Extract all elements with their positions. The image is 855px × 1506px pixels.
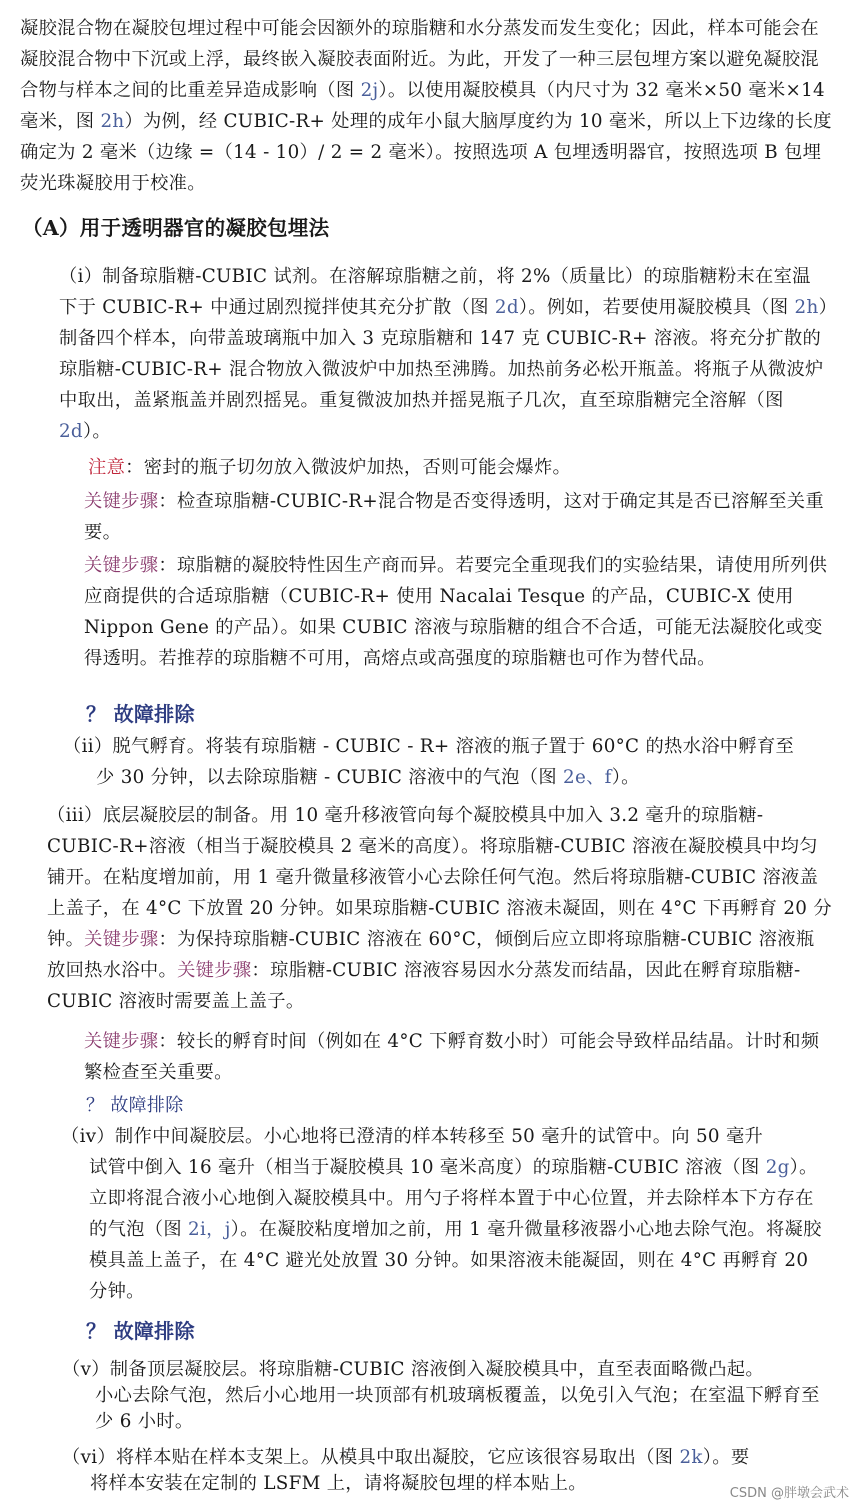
- step-text: （iv）制作中间凝胶层。小心地将已澄清的样本转移至 50 毫升的试管中。向 50 毫升: [61, 1126, 764, 1147]
- step-text: ）。立即将混合液小心地倒入凝胶模具中。用勺子将样本置于中心位置，并去除样本下方存在的气泡（图: [89, 1157, 818, 1240]
- step-text: ）。例如，若要使用凝胶模具（图: [518, 297, 795, 318]
- caution-note: [88, 452, 571, 483]
- figure-ref-2h[interactable]: 2h: [100, 111, 125, 132]
- critical-step-label: 关键步骤: [84, 929, 159, 950]
- step-v: [62, 1357, 832, 1435]
- caution-label: 注意: [88, 457, 126, 478]
- step-text: ）。: [611, 767, 640, 788]
- critical-step-note: [84, 1026, 829, 1088]
- step-text: （ii）脱气孵育。将装有琼脂糖 - CUBIC - R+ 溶液的瓶子置于 60°C 的热水浴中孵育至: [63, 736, 795, 757]
- step-continuation: [61, 1152, 831, 1307]
- step-continuation: [63, 762, 833, 793]
- step-text: ：琼脂糖-CUBIC 溶液容易因水分蒸发而结晶，因此在孵育琼脂糖-CUBIC 溶液时需要盖上盖子。: [47, 960, 801, 1012]
- figure-ref-2j[interactable]: 2j: [360, 80, 379, 101]
- step-iii: [47, 800, 832, 1017]
- intro-text: 凝胶混合物在凝胶包埋过程中可能会因额外的琼脂糖和水分蒸发而发生变化；因此，样本可能会在凝胶混合物中下沉或上浮，最终嵌入凝胶表面附近。为此，开发了一种三层包埋方案以避免凝胶混合物与样本之间的比重差异造成影响（图: [20, 18, 819, 101]
- figure-ref-2k[interactable]: 2k: [679, 1447, 703, 1468]
- caution-text: ：密封的瓶子切勿放入微波炉加热，否则可能会爆炸。: [125, 457, 572, 478]
- step-text: 少 30 分钟，以去除琼脂糖 - CUBIC 溶液中的气泡（图: [96, 767, 564, 788]
- step-i: [59, 261, 829, 447]
- figure-ref-2d[interactable]: 2d: [494, 297, 519, 318]
- step-iv: [61, 1121, 831, 1307]
- critical-step-label: 关键步骤: [177, 960, 252, 981]
- critical-step-note: [84, 550, 834, 674]
- step-text: （vi）将样本贴在样本支架上。从模具中取出凝胶，它应该很容易取出（图: [62, 1447, 680, 1468]
- step-continuation: 将样本安装在定制的 LSFM 上，请将凝胶包埋的样本贴上。: [90, 1473, 587, 1494]
- step-text: （i）制备琼脂糖-CUBIC 试剂。在溶解琼脂糖之前，将 2%（质量比）的琼脂糖粉末在室温下于 CUBIC-R+ 中通过剧烈搅拌使其充分扩散（图: [59, 266, 811, 318]
- step-ii: [63, 731, 833, 793]
- critical-step-note: [84, 486, 829, 548]
- troubleshooting-link[interactable]: ？ 故障排除: [86, 1319, 195, 1343]
- figure-ref-2ef[interactable]: 2e、f: [563, 767, 612, 788]
- step-continuation: 小心去除气泡，然后小心地用一块顶部有机玻璃板覆盖，以免引入气泡；在室温下孵育至少 6 小时。: [95, 1385, 820, 1432]
- troubleshooting-link[interactable]: ？ 故障排除: [86, 702, 195, 726]
- intro-paragraph: [20, 13, 835, 199]
- step-text: （iii）底层凝胶层的制备。用 10 毫升移液管向每个凝胶模具中加入 3.2 毫升的琼脂糖-CUBIC-R+溶液（相当于凝胶模具 2 毫米的高度）。将琼脂糖-CUBIC 溶液在凝胶模具中均匀铺开。在粘度增加前，用 1 毫升微量移液管小心去除任何气泡。然后将琼脂糖-CUBIC 溶液盖上盖子，在 4°C 下放置 20 分钟。如果琼脂糖-CUBIC 溶液未凝固，则在 4°C 下再孵育 20 分钟。: [47, 805, 832, 950]
- section-heading: （A）用于透明器官的凝胶包埋法: [22, 216, 330, 240]
- figure-ref-2g[interactable]: 2g: [765, 1157, 790, 1178]
- step-text: ）。: [82, 421, 111, 442]
- critical-step-text: ：较长的孵育时间（例如在 4°C 下孵育数小时）可能会导致样品结晶。计时和频繁检查至关重要。: [84, 1031, 820, 1083]
- step-text: ）制备四个样本，向带盖玻璃瓶中加入 3 克琼脂糖和 147 克 CUBIC-R+ 溶液。将充分扩散的琼脂糖-CUBIC-R+ 混合物放入微波炉中加热至沸腾。加热前务必松开瓶盖。将瓶子从微波炉中取出，盖紧瓶盖并剧烈摇晃。重复微波加热并摇晃瓶子几次，直至琼脂糖完全溶解（图: [59, 297, 828, 411]
- troubleshooting-link[interactable]: ？ 故障排除: [86, 1095, 184, 1116]
- intro-text: ）。以使用凝胶模具（内尺寸为 32 毫米×50 毫米×14 毫米，图: [20, 80, 825, 132]
- figure-ref-2d[interactable]: 2d: [59, 421, 83, 442]
- step-text: 试管中倒入 16 毫升（相当于凝胶模具 10 毫米高度）的琼脂糖-CUBIC 溶液（图: [89, 1157, 766, 1178]
- critical-step-label: 关键步骤: [84, 1031, 159, 1052]
- intro-text: ）为例，经 CUBIC-R+ 处理的成年小鼠大脑厚度约为 10 毫米，所以上下边缘的长度确定为 2 毫米（边缘 =（14 - 10）/ 2 = 2 毫米）。按照选项 A 包埋透明器官，按照选项 B 包埋荧光珠凝胶用于校准。: [20, 111, 832, 194]
- step-vi: [62, 1445, 832, 1497]
- critical-step-text: ：琼脂糖的凝胶特性因生产商而异。若要完全重现我们的实验结果，请使用所列供应商提供的合适琼脂糖（CUBIC-R+ 使用 Nacalai Tesque 的产品，CUBIC-X 使用 Nippon Gene 的产品）。如果 CUBIC 溶液与琼脂糖的组合不合适，可能无法凝胶化或变得透明。若推荐的琼脂糖不可用，高熔点或高强度的琼脂糖也可作为替代品。: [84, 555, 828, 669]
- figure-ref-2ij[interactable]: 2i，j: [188, 1219, 231, 1240]
- step-text: （v）制备顶层凝胶层。将琼脂糖-CUBIC 溶液倒入凝胶模具中，直至表面略微凸起。: [62, 1359, 764, 1380]
- critical-step-label: 关键步骤: [84, 491, 159, 512]
- figure-ref-2h[interactable]: 2h: [794, 297, 819, 318]
- step-text: ）。在凝胶粘度增加之前，用 1 毫升微量移液器小心地去除气泡。将凝胶模具盖上盖子，在 4°C 避光处放置 30 分钟。如果溶液未能凝固，则在 4°C 再孵育 20 分钟。: [89, 1219, 822, 1302]
- step-text: ）。要: [702, 1447, 750, 1468]
- step-text: ：为保持琼脂糖-CUBIC 溶液在 60°C，倾倒后应立即将琼脂糖-CUBIC 溶液瓶放回热水浴中。: [47, 929, 815, 981]
- critical-step-label: 关键步骤: [84, 555, 159, 576]
- critical-step-text: ：检查琼脂糖-CUBIC-R+混合物是否变得透明，这对于确定其是否已溶解至关重要。: [84, 491, 824, 543]
- watermark: CSDN @胖墩会武术: [729, 1486, 849, 1501]
